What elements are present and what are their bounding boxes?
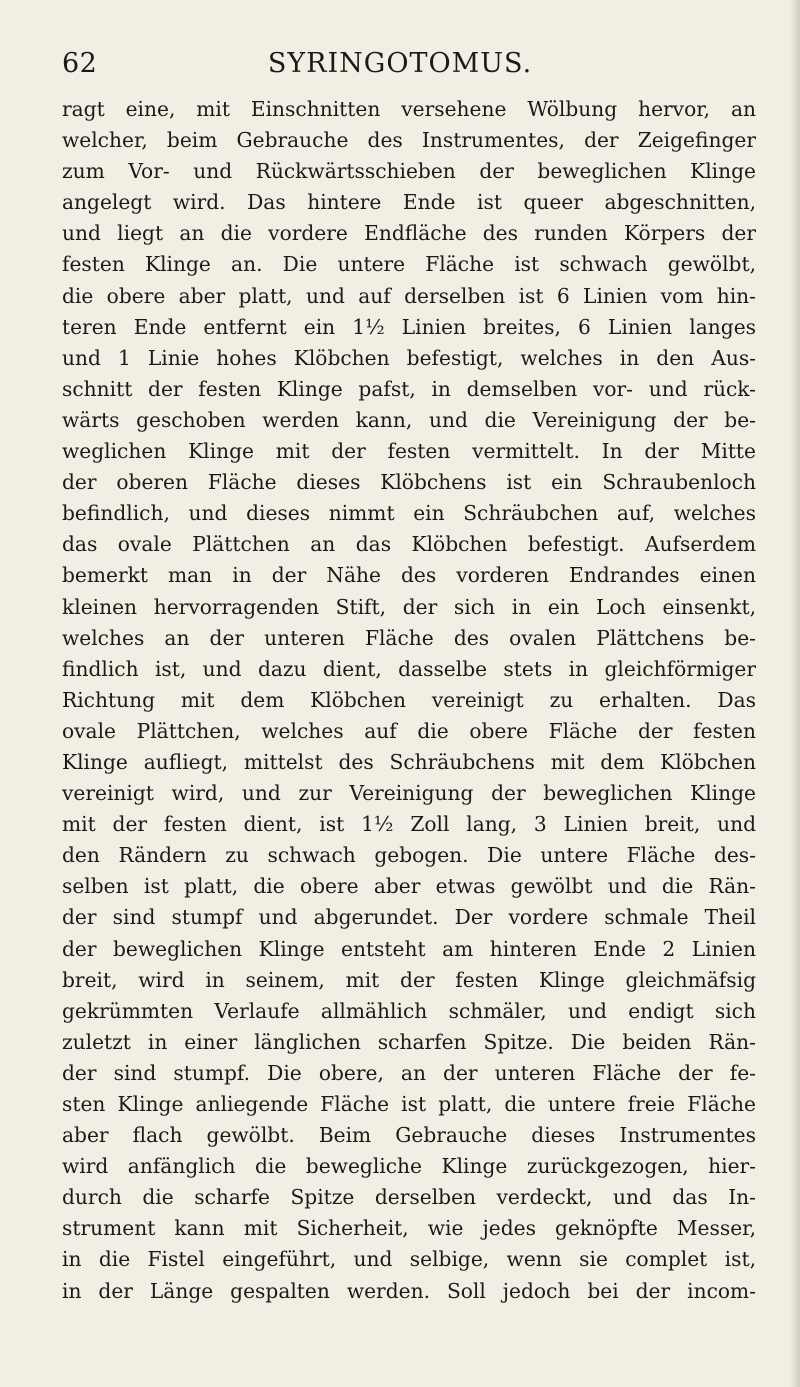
text-line: das ovale Plättchen an das Klöbchen befestigt. Aufserdem bbox=[62, 532, 756, 557]
text-line: der oberen Fläche dieses Klöbchens ist ein Schraubenloch bbox=[62, 470, 756, 495]
text-line: bemerkt man in der Nähe des vorderen Endrandes einen bbox=[62, 563, 756, 588]
text-line: schnitt der festen Klinge pafst, in demselben vor- und rück- bbox=[62, 376, 756, 401]
text-line: in die Fistel eingeführt, und selbige, wenn sie complet ist, bbox=[62, 1247, 756, 1272]
page-number: 62 bbox=[62, 48, 98, 79]
text-line: zum Vor- und Rückwärtsschieben der beweglichen Klinge bbox=[62, 159, 756, 184]
text-line: die obere aber platt, und auf derselben ist 6 Linien vom hin- bbox=[62, 283, 756, 308]
text-line: angelegt wird. Das hintere Ende ist queer abgeschnitten, bbox=[62, 190, 756, 215]
text-line: in der Länge gespalten werden. Soll jedoch bei der incom- bbox=[62, 1278, 756, 1303]
text-line: mit der festen dient, ist 1½ Zoll lang, 3 Linien breit, und bbox=[62, 812, 756, 837]
running-title: SYRINGOTOMUS. bbox=[267, 48, 533, 79]
page-edge-shadow bbox=[790, 0, 800, 1387]
text-line: strument kann mit Sicherheit, wie jedes geknöpfte Messer, bbox=[62, 1216, 756, 1241]
text-line: wärts geschoben werden kann, und die Vereinigung der be- bbox=[62, 407, 756, 432]
text-line: weglichen Klinge mit der festen vermittelt. In der Mitte bbox=[62, 439, 756, 464]
text-line: Klinge aufliegt, mittelst des Schräubchens mit dem Klöbchen bbox=[62, 749, 756, 774]
text-line: selben ist platt, die obere aber etwas gewölbt und die Rän- bbox=[62, 874, 756, 899]
text-line: zuletzt in einer länglichen scharfen Spitze. Die beiden Rän- bbox=[62, 1029, 756, 1054]
text-line: ovale Plättchen, welches auf die obere Fläche der festen bbox=[62, 718, 756, 743]
text-line: festen Klinge an. Die untere Fläche ist schwach gewölbt, bbox=[62, 252, 756, 277]
text-line: ragt eine, mit Einschnitten versehene Wölbung hervor, an bbox=[62, 97, 756, 121]
text-line: der sind stumpf und abgerundet. Der vordere schmale Theil bbox=[62, 905, 756, 930]
text-line: Richtung mit dem Klöbchen vereinigt zu erhalten. Das bbox=[62, 687, 756, 712]
body-text bbox=[62, 94, 756, 1307]
text-line: welches an der unteren Fläche des ovalen Plättchens be- bbox=[62, 625, 756, 650]
text-line: der beweglichen Klinge entsteht am hinteren Ende 2 Linien bbox=[62, 936, 756, 961]
text-line: wird anfänglich die bewegliche Klinge zurückgezogen, hier- bbox=[62, 1154, 756, 1179]
text-line: vereinigt wird, und zur Vereinigung der beweglichen Klinge bbox=[62, 781, 756, 806]
text-line: breit, wird in seinem, mit der festen Klinge gleichmäfsig bbox=[62, 967, 756, 992]
text-line: welcher, beim Gebrauche des Instrumentes, der Zeigefinger bbox=[62, 128, 756, 153]
text-line: den Rändern zu schwach gebogen. Die untere Fläche des- bbox=[62, 843, 756, 868]
text-line: teren Ende entfernt ein 1½ Linien breites, 6 Linien langes bbox=[62, 314, 756, 339]
text-line: gekrümmten Verlaufe allmählich schmäler, und endigt sich bbox=[62, 998, 756, 1023]
text-line: kleinen hervorragenden Stift, der sich in ein Loch einsenkt, bbox=[62, 594, 756, 619]
text-line: und 1 Linie hohes Klöbchen befestigt, welches in den Aus- bbox=[62, 345, 756, 370]
text-line: und liegt an die vordere Endfläche des runden Körpers der bbox=[62, 221, 756, 246]
text-line: sten Klinge anliegende Fläche ist platt, die untere freie Fläche bbox=[62, 1092, 756, 1116]
text-line: aber flach gewölbt. Beim Gebrauche dieses Instrumentes bbox=[62, 1123, 756, 1148]
text-line: befindlich, und dieses nimmt ein Schräubchen auf, welches bbox=[62, 501, 756, 526]
text-line: durch die scharfe Spitze derselben verdeckt, und das In- bbox=[62, 1185, 756, 1210]
text-line: findlich ist, und dazu dient, dasselbe stets in gleichförmiger bbox=[62, 656, 756, 681]
text-line: der sind stumpf. Die obere, an der unteren Fläche der fe- bbox=[62, 1060, 756, 1085]
